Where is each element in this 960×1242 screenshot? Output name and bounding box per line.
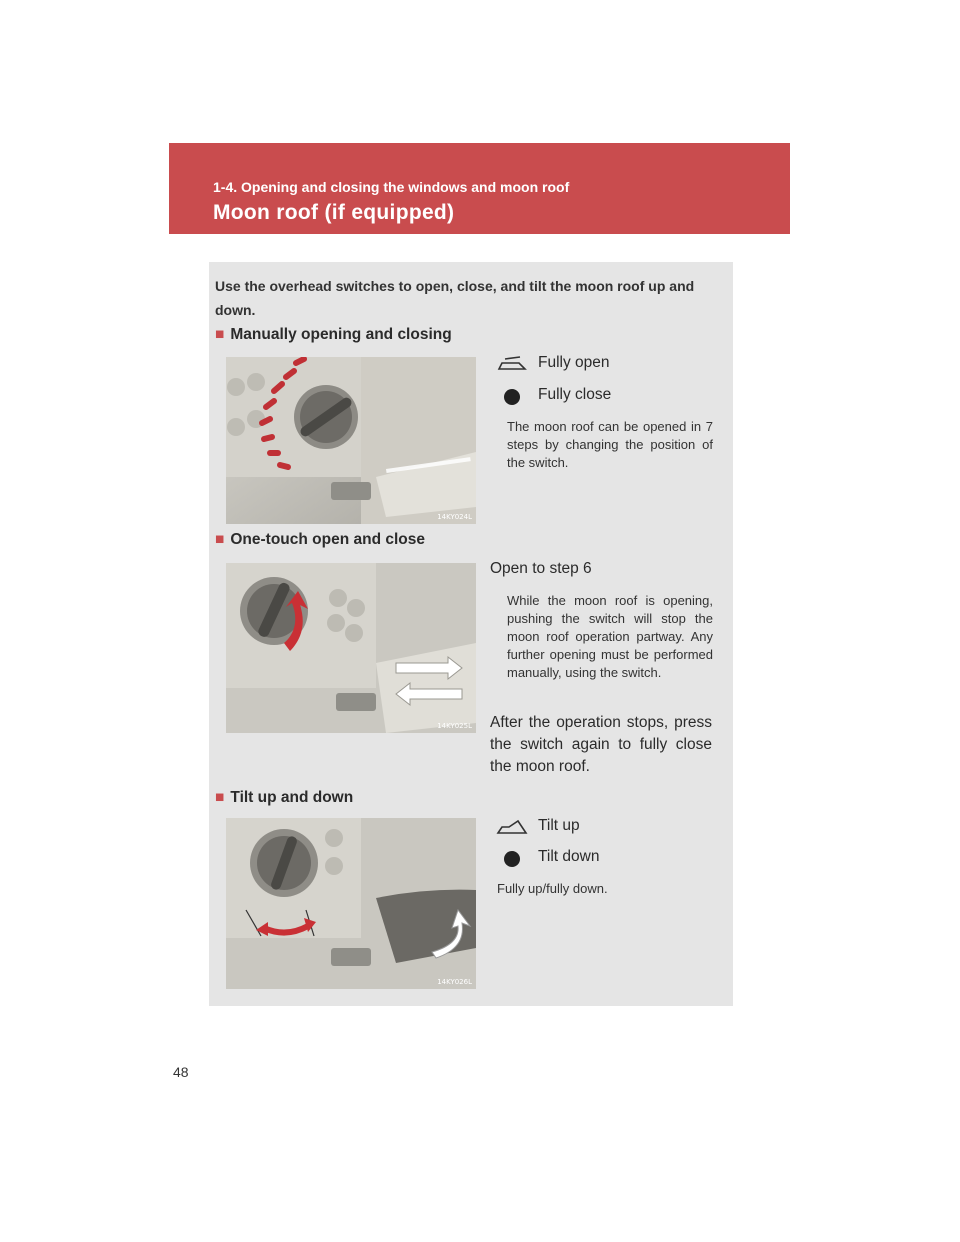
image-code: 14KY026L	[437, 978, 472, 986]
bullet-square-icon: ■	[215, 789, 225, 806]
bullet-square-icon: ■	[215, 326, 225, 343]
intro-text: Use the overhead switches to open, close, and tilt the moon roof up and down.	[215, 278, 695, 318]
page-title: Moon roof (if equipped)	[213, 201, 455, 224]
moon-roof-tilt-icon	[492, 815, 532, 839]
note-tilt: Fully up/fully down.	[497, 881, 608, 896]
filled-circle-icon	[492, 384, 532, 408]
section-header-bar	[169, 143, 790, 234]
content-panel: Use the overhead switches to open, close, and tilt the moon roof up and down. ■ Manually opening and closing 14KY024L Fully open Fully close The moon roof can be opened in 7 steps by changing the position of the switch. ■ One-touch open and close 14KY025L Open to step 6 While the moon roof is opening, pushing the switch will stop the moon roof operation partway. Any further opening must be performed manually, using the switch. After the operation stops, press the switch again to fully close the moon roof. ■ Tilt up and down 14KY026L Tilt up Tilt down Fully up/fully down.	[209, 262, 733, 1006]
photo-one-touch-switch	[226, 563, 476, 733]
filled-circle-icon	[492, 846, 532, 870]
photo-tilt-switch	[226, 818, 476, 989]
note-one-touch: While the moon roof is opening, pushing the switch will stop the moon roof operation partway. Any further opening must be performed manually, using the switch.	[507, 593, 713, 680]
subheading-one-touch: ■ One-touch open and close	[215, 531, 426, 548]
photo-manual-switch	[226, 357, 476, 524]
image-code: 14KY024L	[437, 513, 472, 521]
note-manual: The moon roof can be opened in 7 steps by changing the position of the switch.	[507, 419, 713, 470]
moon-roof-open-icon	[492, 352, 532, 376]
image-code: 14KY025L	[437, 722, 472, 730]
bullet-square-icon: ■	[215, 531, 225, 548]
page-number: 48	[173, 1064, 189, 1080]
subheading-manual: ■ Manually opening and closing	[215, 326, 452, 343]
lead-open-step-6: Open to step 6	[490, 560, 592, 577]
after-operation-text: After the operation stops, press the switch again to fully close the moon roof.	[490, 714, 712, 775]
section-label: 1-4. Opening and closing the windows and moon roof	[213, 179, 570, 195]
subheading-tilt: ■ Tilt up and down	[215, 789, 354, 806]
